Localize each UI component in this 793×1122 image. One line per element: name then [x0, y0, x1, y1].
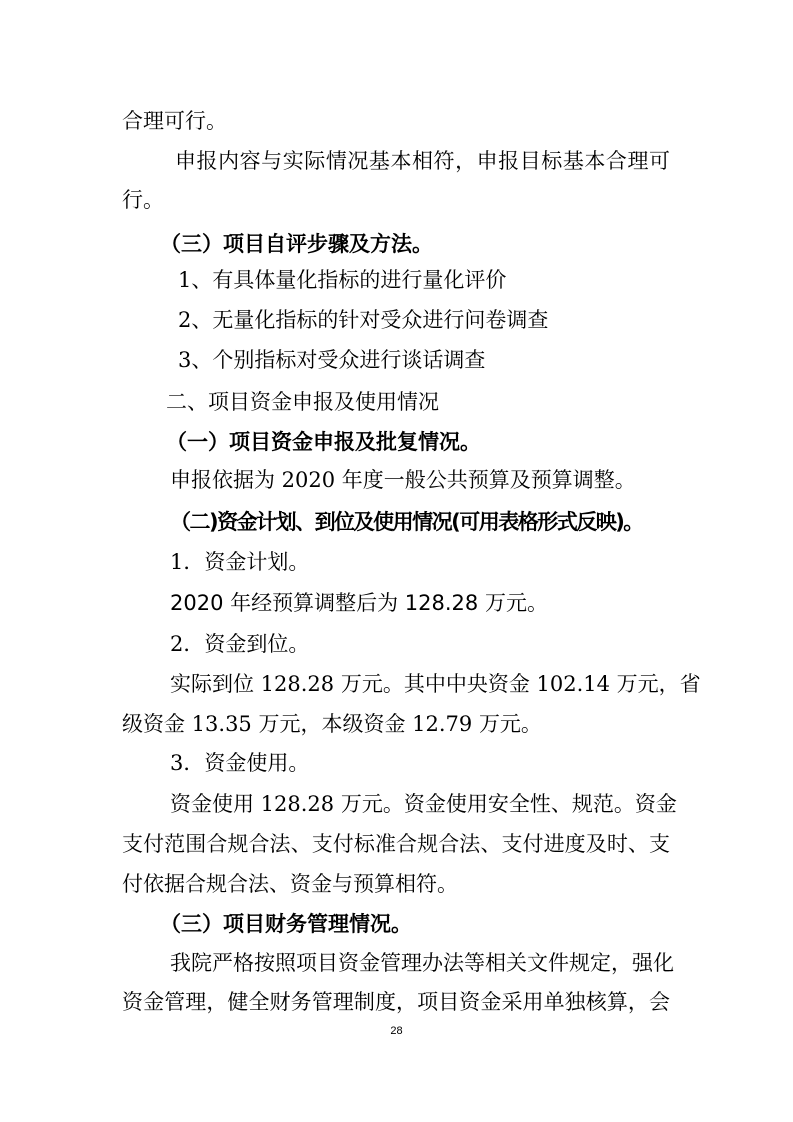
text-line: 资金使用 128.28 万元。资金使用安全性、规范。资金	[170, 792, 677, 816]
section-heading: （一）项目资金申报及批复情况。	[166, 430, 481, 454]
text-line: 2020 年经预算调整后为 128.28 万元。	[170, 591, 548, 615]
list-item: 3、个别指标对受众进行谈话调查	[178, 348, 486, 372]
page-number: 28	[390, 1025, 403, 1037]
text-line: 级资金 13.35 万元，本级资金 12.79 万元。	[122, 712, 542, 736]
list-item: 2、无量化指标的针对受众进行问卷调查	[178, 308, 549, 332]
section-heading: （二)资金计划、到位及使用情况(可用表格形式反映)。	[170, 510, 643, 534]
chapter-heading: 二、项目资金申报及使用情况	[166, 390, 439, 414]
text-line: 合理可行。	[122, 109, 227, 133]
list-item: 1、有具体量化指标的进行量化评价	[178, 268, 507, 292]
text-line: 支付范围合规合法、支付标准合规合法、支付进度及时、支	[122, 832, 670, 856]
section-heading: （三）项目自评步骤及方法。	[160, 232, 433, 256]
text-line: 申报依据为 2020 年度一般公共预算及预算调整。	[170, 468, 636, 492]
text-line: 行。	[122, 188, 164, 212]
text-line: 我院严格按照项目资金管理办法等相关文件规定，强化	[170, 951, 674, 975]
subsection-heading: 3．资金使用。	[170, 751, 310, 775]
section-heading: （三）项目财务管理情况。	[160, 912, 412, 936]
subsection-heading: 1．资金计划。	[170, 550, 310, 574]
subsection-heading: 2．资金到位。	[170, 632, 310, 656]
text-line: 实际到位 128.28 万元。其中中央资金 102.14 万元，省	[170, 672, 701, 696]
text-line: 资金管理，健全财务管理制度，项目资金采用单独核算，会	[122, 990, 670, 1014]
text-line: 申报内容与实际情况基本相符，申报目标基本合理可	[175, 149, 670, 173]
text-line: 付依据合规合法、资金与预算相符。	[122, 872, 458, 896]
